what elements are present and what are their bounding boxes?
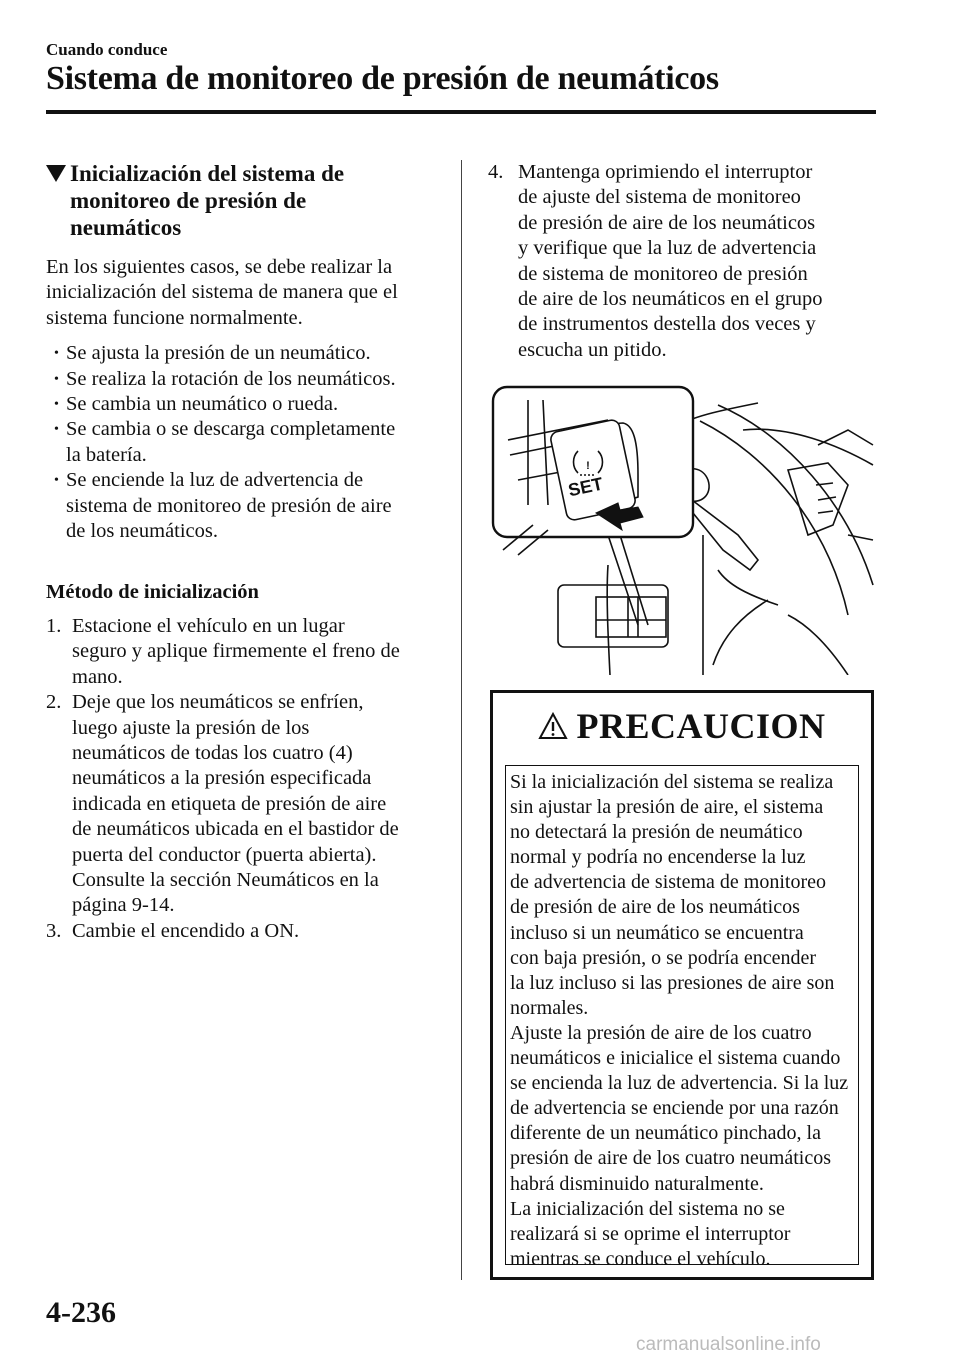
list-item-line: de los neumáticos.	[66, 520, 219, 543]
step-line: y verifique que la luz de advertencia	[518, 237, 817, 260]
caution-line: se encienda la luz de advertencia. Si la luz	[510, 1072, 849, 1095]
caution-line: neumáticos e inicialice el sistema cuando	[510, 1047, 841, 1070]
caution-line: de presión de aire de los neumáticos	[510, 896, 800, 919]
dashboard-illustration	[488, 385, 878, 675]
intro-line: En los siguientes casos, se debe realizar la	[46, 256, 393, 278]
page-number: 4-236	[46, 1296, 116, 1329]
right-column	[488, 160, 878, 363]
step-line: luego ajuste la presión de los	[72, 716, 310, 739]
column-divider	[461, 160, 462, 1280]
step-line: mano.	[72, 665, 123, 688]
step-item	[488, 160, 878, 363]
step-line: escucha un pitido.	[518, 338, 667, 361]
set-label: SET	[566, 473, 605, 501]
step-line: de presión de aire de los neumáticos	[518, 211, 816, 234]
list-item	[48, 417, 446, 468]
list-item-line: Se enciende la luz de advertencia de	[66, 469, 364, 492]
step-line: Consulte la sección Neumáticos en la	[72, 868, 379, 891]
step-line: página 9-14.	[72, 894, 175, 917]
list-item	[48, 468, 446, 544]
list-item	[48, 341, 446, 366]
step-line: puerta del conductor (puerta abierta).	[72, 843, 377, 866]
step-line: Deje que los neumáticos se enfríen,	[72, 691, 364, 714]
caution-line: no detectará la presión de neumático	[510, 821, 803, 844]
caution-line: normales.	[510, 996, 589, 1019]
caution-line: de advertencia se enciende por una razón	[510, 1097, 839, 1120]
caution-box	[490, 690, 874, 1280]
left-column	[46, 160, 446, 944]
caution-line: sin ajustar la presión de aire, el sistema	[510, 796, 824, 819]
step-list	[46, 614, 446, 944]
method-heading: Método de inicialización	[46, 581, 259, 604]
page-title: Sistema de monitoreo de presión de neumáticos	[46, 60, 719, 97]
warning-triangle-icon	[538, 712, 568, 740]
bullet-dot-icon: •	[54, 397, 59, 413]
step-line: Cambie el encendido a ON.	[72, 919, 300, 942]
triangle-marker-icon	[46, 165, 66, 182]
caution-line: La inicialización del sistema no se	[510, 1197, 785, 1220]
step-line: Estacione el vehículo en un lugar	[72, 614, 345, 637]
caution-label: PRECAUCION	[576, 706, 826, 746]
list-item	[48, 392, 446, 417]
bullet-dot-icon: •	[54, 346, 59, 362]
caution-line: incluso si un neumático se encuentra	[510, 921, 804, 944]
step-line: indicada en etiqueta de presión de aire	[72, 792, 387, 815]
step-line: de neumáticos ubicada en el bastidor de	[72, 818, 399, 841]
watermark: carmanualsonline.info	[636, 1334, 821, 1355]
caution-body	[505, 765, 859, 1270]
caution-line: habrá disminuido naturalmente.	[510, 1172, 764, 1195]
caution-line: de advertencia de sistema de monitoreo	[510, 871, 826, 894]
step-item	[46, 614, 446, 690]
step-line: neumáticos de todas los cuatro (4)	[72, 741, 353, 764]
step-line: Mantenga oprimiendo el interruptor	[518, 161, 813, 183]
step-number: 4.	[488, 161, 504, 183]
bullet-dot-icon: •	[54, 371, 59, 387]
caution-paragraph	[510, 1021, 858, 1197]
caution-paragraph	[510, 770, 858, 1021]
step-line: neumáticos a la presión especificada	[72, 767, 372, 790]
step-item	[46, 919, 446, 944]
step-line: de sistema de monitoreo de presión	[518, 262, 808, 285]
bullet-dot-icon: •	[54, 422, 59, 438]
step-line: seguro y aplique firmemente el freno de	[72, 640, 400, 663]
section-title	[46, 160, 446, 241]
step-line: de aire de los neumáticos en el grupo	[518, 288, 823, 311]
list-item-line: la batería.	[66, 443, 147, 466]
step-number: 1.	[46, 614, 62, 637]
list-item-line: Se ajusta la presión de un neumático.	[66, 342, 371, 365]
list-item-line: Se cambia o se descarga completamente	[66, 418, 396, 441]
list-item-line: Se realiza la rotación de los neumáticos.	[66, 367, 396, 390]
intro-line: inicialización del sistema de manera que el	[46, 281, 398, 304]
caution-header	[493, 693, 871, 759]
header-section-label: Cuando conduce	[46, 40, 168, 59]
list-item-line: sistema de monitoreo de presión de aire	[66, 494, 392, 517]
step-item	[46, 690, 446, 919]
svg-text:!: !	[586, 460, 590, 472]
caution-line: la luz incluso si las presiones de aire son	[510, 971, 835, 994]
step-number: 3.	[46, 919, 62, 942]
caution-line: presión de aire de los cuatro neumáticos	[510, 1147, 831, 1170]
case-list	[46, 341, 446, 544]
section-title-line: monitoreo de presión de	[70, 188, 307, 213]
caution-line: realizará si se oprime el interruptor	[510, 1222, 791, 1245]
caution-line: mientras se conduce el vehículo.	[510, 1247, 771, 1270]
caution-line: Si la inicialización del sistema se realiza	[510, 771, 834, 793]
list-item	[48, 367, 446, 392]
caution-paragraph	[510, 1197, 858, 1272]
section-title-line: neumáticos	[70, 215, 182, 240]
step-line: de instrumentos destella dos veces y	[518, 313, 816, 336]
intro-line: sistema funcione normalmente.	[46, 306, 303, 329]
caution-line: Ajuste la presión de aire de los cuatro	[510, 1021, 812, 1044]
header-divider	[46, 110, 876, 114]
caution-line: normal y podría no encenderse la luz	[510, 846, 806, 869]
bullet-dot-icon: •	[54, 473, 59, 489]
section-title-line: Inicialización del sistema de	[70, 161, 345, 186]
step-line: de ajuste del sistema de monitoreo	[518, 186, 801, 209]
caution-line: con baja presión, o se podría encender	[510, 946, 816, 969]
step-number: 2.	[46, 691, 62, 714]
caution-line: diferente de un neumático pinchado, la	[510, 1122, 821, 1145]
figure-set-switch	[488, 385, 878, 675]
list-item-line: Se cambia un neumático o rueda.	[66, 393, 339, 416]
intro-paragraph	[46, 255, 446, 331]
